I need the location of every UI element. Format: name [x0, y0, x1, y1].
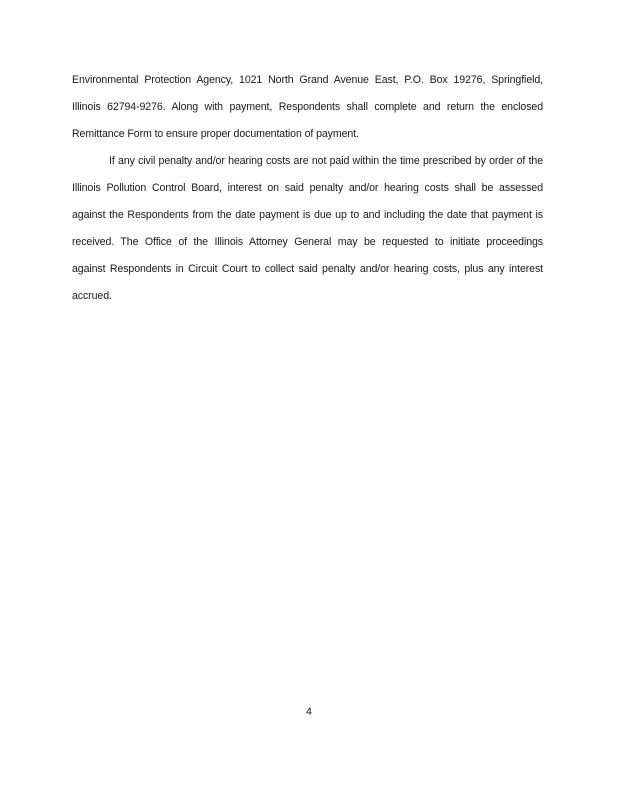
paragraph-2-line-5: against Respondents in Circuit Court to collect said penalty and/or hearing costs, plus any interest [72, 263, 543, 275]
paragraph-2-line-2: Illinois Pollution Control Board, interest on said penalty and/or hearing costs shall be assessed [72, 182, 543, 194]
paragraph-2-line-6: accrued. [72, 290, 112, 302]
paragraph-1-line-2: Illinois 62794-9276. Along with payment, Respondents shall complete and return the enclosed [72, 101, 543, 113]
paragraph-1-line-1: Environmental Protection Agency, 1021 North Grand Avenue East, P.O. Box 19276, Springfield, [72, 74, 543, 86]
paragraph-2-line-1: If any civil penalty and/or hearing costs are not paid within the time prescribed by order of the [109, 155, 543, 167]
paragraph-2-line-4: received. The Office of the Illinois Attorney General may be requested to initiate proceedings [72, 236, 543, 248]
paragraph-2-line-3: against the Respondents from the date payment is due up to and including the date that payment is [72, 209, 543, 221]
page-number: 4 [306, 706, 312, 718]
paragraph-1-line-3: Remittance Form to ensure proper documentation of payment. [72, 128, 359, 140]
